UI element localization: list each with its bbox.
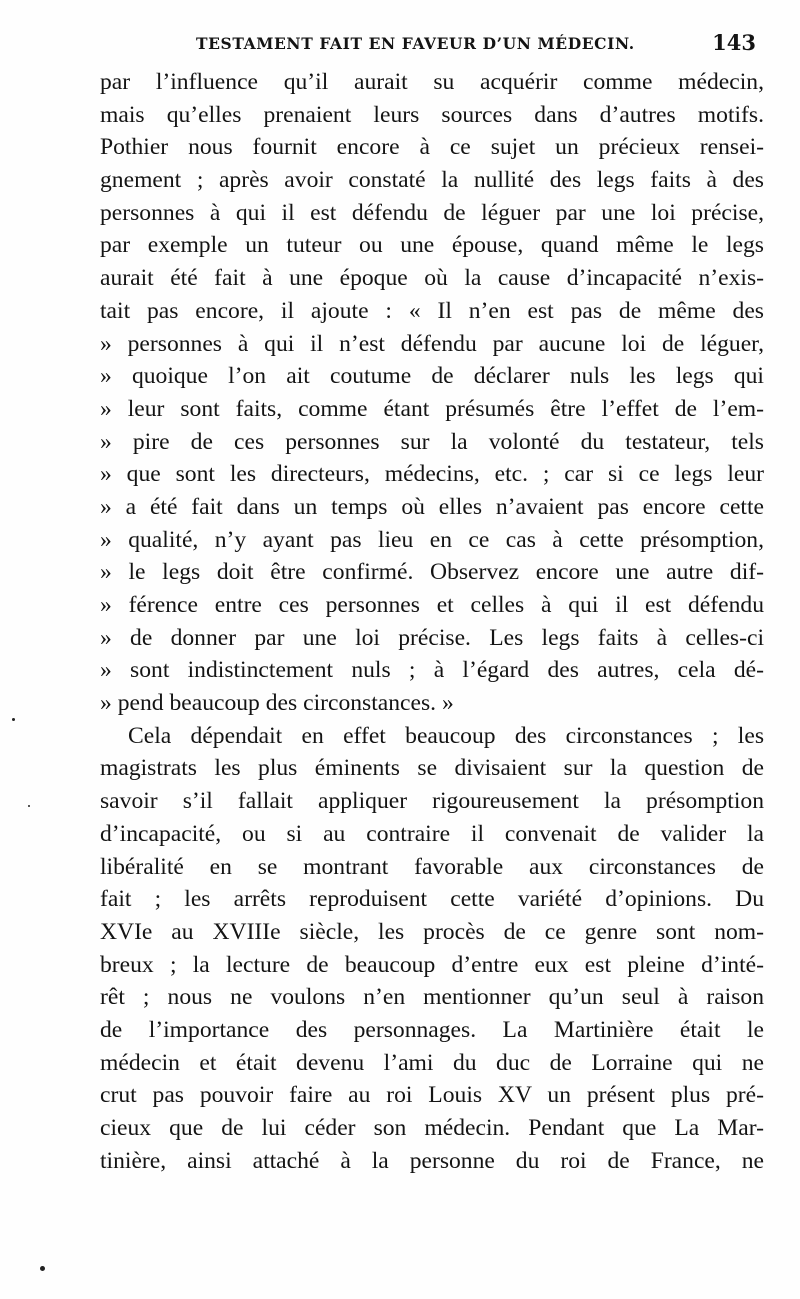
text-line: » sont indistinctement nuls ; à l’égard des autres, cela dé- bbox=[100, 657, 764, 684]
text-line: magistrats les plus éminents se divisaient sur la question de bbox=[100, 755, 764, 782]
text-line: gnement ; après avoir constaté la nullité des legs faits à des bbox=[100, 167, 764, 194]
text-line: savoir s’il fallait appliquer rigoureusement la présomption bbox=[100, 788, 764, 815]
text-line: » pend beaucoup des circonstances. » bbox=[100, 690, 454, 717]
text-line: » qualité, n’y ayant pas lieu en ce cas à cette présomption, bbox=[100, 526, 764, 553]
text-line: » pire de ces personnes sur la volonté du testateur, tels bbox=[100, 428, 764, 455]
text-line: Pothier nous fournit encore à ce sujet un précieux rensei- bbox=[100, 134, 764, 161]
text-line: médecin et était devenu l’ami du duc de Lorraine qui ne bbox=[100, 1049, 764, 1076]
text-line: rêt ; nous ne voulons n’en mentionner qu’un seul à raison bbox=[100, 984, 764, 1011]
text-line: de l’importance des personnages. La Martinière était le bbox=[100, 1016, 764, 1043]
text-line: d’incapacité, ou si au contraire il convenait de valider la bbox=[100, 820, 764, 847]
text-line: » personnes à qui il n’est défendu par aucune loi de léguer, bbox=[100, 330, 764, 357]
ink-speck bbox=[28, 805, 30, 807]
text-line: aurait été fait à une époque où la cause d’incapacité n’exis- bbox=[100, 265, 764, 292]
text-line: cieux que de lui céder son médecin. Pendant que La Mar- bbox=[100, 1115, 764, 1141]
text-line: » leur sont faits, comme étant présumés être l’effet de l’em- bbox=[100, 395, 764, 422]
text-line: » férence entre ces personnes et celles à qui il est défendu bbox=[100, 592, 764, 618]
text-line: » a été fait dans un temps où elles n’avaient pas encore cette bbox=[100, 493, 764, 520]
text-line: » quoique l’on ait coutume de déclarer nuls les legs qui bbox=[100, 363, 764, 390]
ink-speck bbox=[40, 1266, 45, 1271]
text-line: libéralité en se montrant favorable aux circonstances de bbox=[100, 853, 764, 880]
text-line: » de donner par une loi précise. Les legs faits à celles-ci bbox=[100, 624, 764, 651]
page-header bbox=[100, 26, 764, 66]
text-line: fait ; les arrêts reproduisent cette variété d’opinions. Du bbox=[100, 886, 764, 913]
text-line: XVIe au XVIIIe siècle, les procès de ce genre sont nom- bbox=[100, 918, 764, 945]
body-text bbox=[100, 66, 764, 1177]
text-line: tinière, ainsi attaché à la personne du roi de France, ne bbox=[100, 1147, 764, 1174]
text-line: » que sont les directeurs, médecins, etc. ; car si ce legs leur bbox=[100, 461, 764, 488]
ink-speck bbox=[12, 718, 15, 721]
text-line: tait pas encore, il ajoute : « Il n’en est pas de même des bbox=[100, 297, 764, 324]
text-line: Cela dépendait en effet beaucoup des circonstances ; les bbox=[128, 722, 764, 749]
text-line: » le legs doit être confirmé. Observez encore une autre dif- bbox=[100, 559, 764, 586]
text-line: breux ; la lecture de beaucoup d’entre eux est pleine d’inté- bbox=[100, 951, 764, 978]
page-number: 143 bbox=[712, 30, 756, 55]
text-line: crut pas pouvoir faire au roi Louis XV un présent plus pré- bbox=[100, 1082, 764, 1109]
text-line: par l’influence qu’il aurait su acquérir comme médecin, bbox=[100, 69, 764, 95]
text-line: mais qu’elles prenaient leurs sources dans d’autres motifs. bbox=[100, 101, 764, 128]
text-line: par exemple un tuteur ou une épouse, quand même le legs bbox=[100, 232, 764, 259]
text-line: personnes à qui il est défendu de léguer par une loi précise, bbox=[100, 199, 764, 226]
running-title: TESTAMENT FAIT EN FAVEUR D’UN MÉDECIN. bbox=[196, 34, 635, 53]
